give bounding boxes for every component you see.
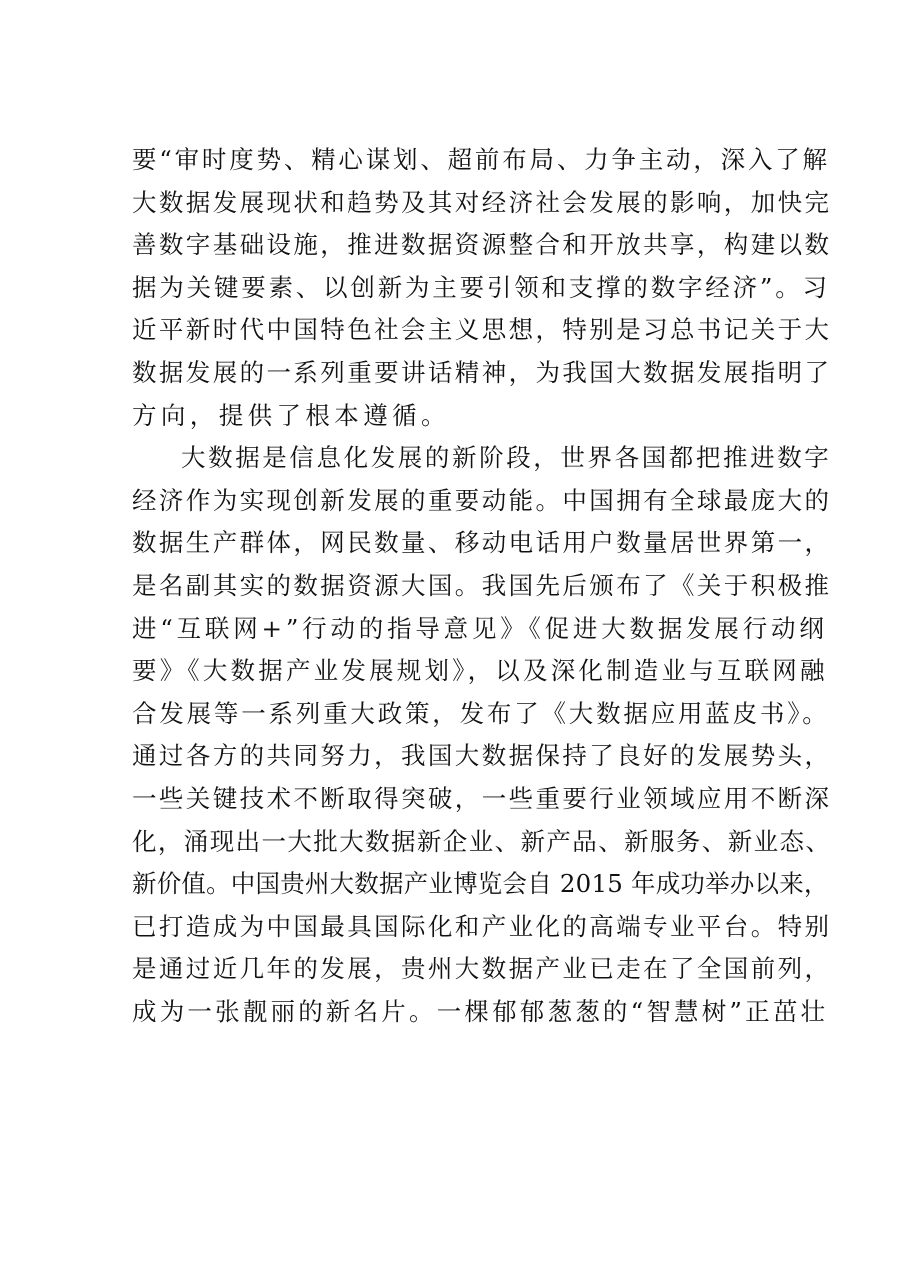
text-line: 经济作为实现创新发展的重要动能。中国拥有全球最庞大的 xyxy=(132,485,832,515)
text-line: 数据生产群体，网民数量、移动电话用户数量居世界第一， xyxy=(132,528,832,558)
text-line: 成为一张靓丽的新名片。一棵郁郁葱葱的“智慧树”正茁壮 xyxy=(132,996,829,1026)
text-line: 近平新时代中国特色社会主义思想，特别是习总书记关于大 xyxy=(132,315,832,345)
text-line: 一些关键技术不断取得突破，一些重要行业领域应用不断深 xyxy=(132,783,832,813)
text-line: 据为关键要素、以创新为主要引领和支撑的数字经济”。习 xyxy=(132,272,830,302)
text-line: 是名副其实的数据资源大国。我国先后颁布了《关于积极推 xyxy=(132,570,832,600)
text-line: 新价值。中国贵州大数据产业博览会自 2015 年成功举办以来， xyxy=(132,869,829,899)
text-line: 方向，提供了根本遵循。 xyxy=(132,400,450,430)
text-line: 已打造成为中国最具国际化和产业化的高端专业平台。特别 xyxy=(132,911,832,941)
text-line: 大数据是信息化发展的新阶段，世界各国都把推进数字 xyxy=(181,443,832,473)
text-line: 大数据发展现状和趋势及其对经济社会发展的影响，加快完 xyxy=(132,187,832,217)
text-line: 要“审时度势、精心谋划、超前布局、力争主动，深入了解 xyxy=(132,145,830,174)
text-line: 通过各方的共同努力，我国大数据保持了良好的发展势头， xyxy=(132,741,832,771)
text-line: 合发展等一系列重大政策，发布了《大数据应用蓝皮书》。 xyxy=(132,698,830,728)
paragraph-2 xyxy=(132,437,832,1033)
body-text xyxy=(132,139,832,1033)
text-line: 数据发展的一系列重要讲话精神，为我国大数据发展指明了 xyxy=(132,357,832,387)
paragraph-1 xyxy=(132,139,832,437)
text-line: 要》《大数据产业发展规划》，以及深化制造业与互联网融 xyxy=(132,656,828,686)
text-line: 善数字基础设施，推进数据资源整合和开放共享，构建以数 xyxy=(132,230,832,260)
text-line: 进“互联网+”行动的指导意见》《促进大数据发展行动纲 xyxy=(132,613,828,643)
text-line: 是通过近几年的发展，贵州大数据产业已走在了全国前列， xyxy=(132,954,832,984)
text-line: 化，涌现出一大批大数据新企业、新产品、新服务、新业态、 xyxy=(132,826,832,856)
